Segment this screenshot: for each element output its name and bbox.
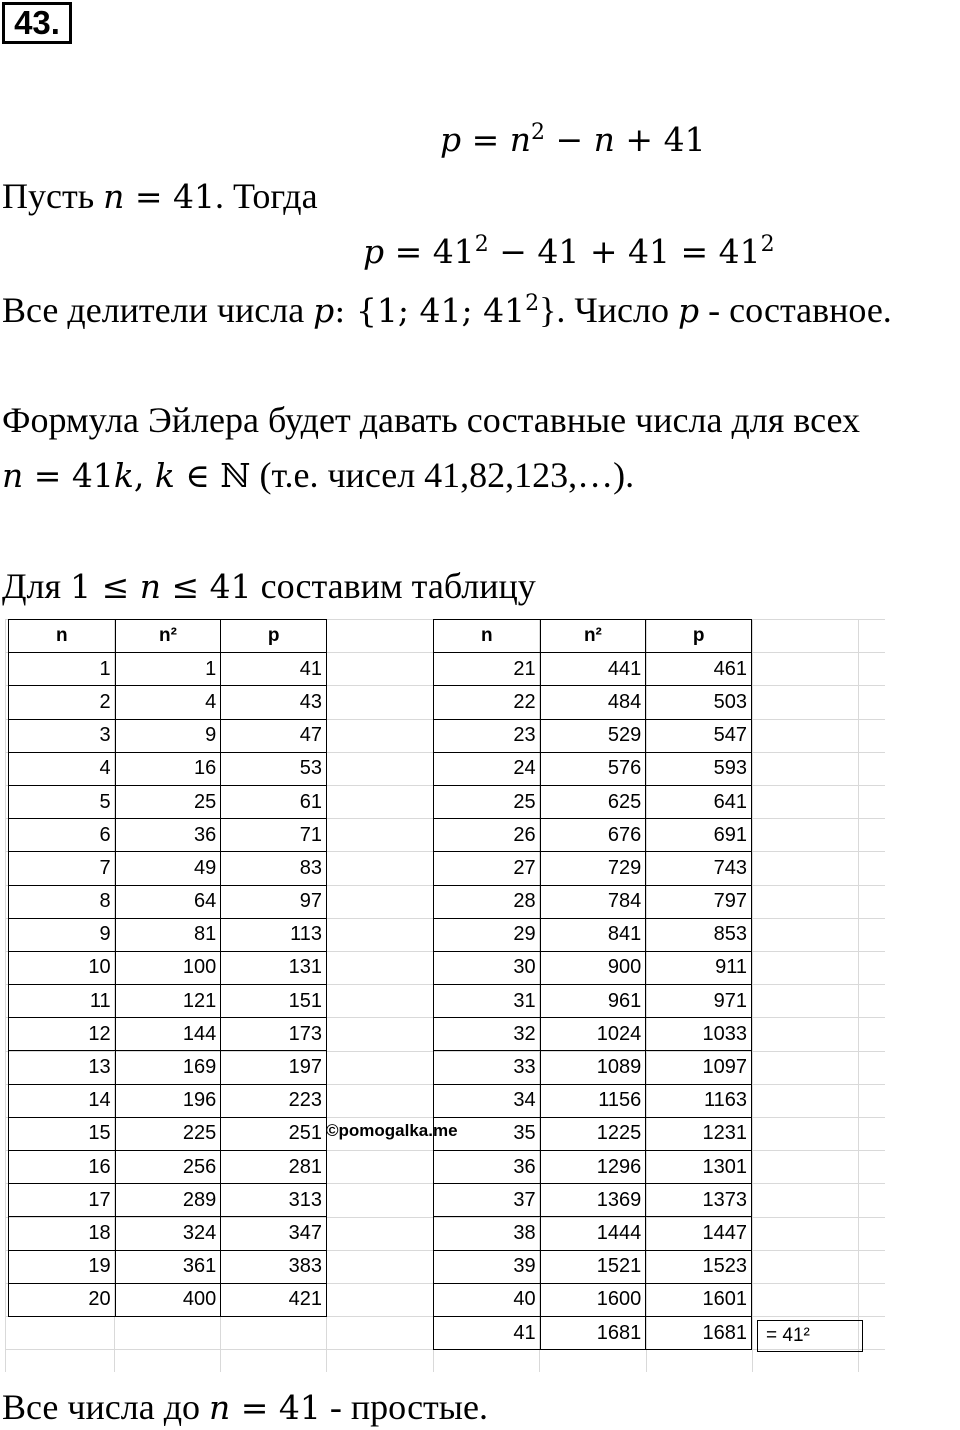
- table-row: [434, 1051, 752, 1084]
- cell-n: 4: [9, 752, 116, 785]
- line4-tail: (т.е. чисел 41,82,123,…).: [250, 455, 635, 495]
- table-row: [434, 918, 752, 951]
- cell-n: 24: [434, 752, 541, 785]
- cell-p: 1447: [646, 1217, 752, 1250]
- cell-n-squared: 1225: [540, 1117, 646, 1150]
- cell-n: 37: [434, 1184, 541, 1217]
- cell-n-squared: 49: [115, 852, 221, 885]
- cell-n-squared: 441: [540, 653, 646, 686]
- cell-n: 10: [9, 951, 116, 984]
- text-line-table-intro: [2, 564, 536, 609]
- cell-n: 41: [434, 1316, 541, 1349]
- cell-p: 593: [646, 752, 752, 785]
- cell-n-squared: 784: [540, 885, 646, 918]
- cell-p: 53: [221, 752, 327, 785]
- cell-p: 911: [646, 951, 752, 984]
- cell-n: 6: [9, 819, 116, 852]
- cell-p: 41: [221, 653, 327, 686]
- euler-formula: $p = n^2 - n + 41$: [440, 120, 706, 159]
- header-p: p: [646, 620, 752, 653]
- conclusion-tail: - простые.: [320, 1387, 488, 1427]
- cell-p: 853: [646, 918, 752, 951]
- formula-n2: n: [593, 120, 615, 159]
- cell-n: 23: [434, 719, 541, 752]
- cell-n: 17: [9, 1184, 116, 1217]
- table-row: [434, 653, 752, 686]
- table-row: [9, 918, 327, 951]
- cell-p: 461: [646, 653, 752, 686]
- table-left: [8, 619, 327, 1317]
- table-row: [9, 1184, 327, 1217]
- table-row: [434, 852, 752, 885]
- cell-n: 7: [9, 852, 116, 885]
- cell-n: 36: [434, 1151, 541, 1184]
- cell-n-squared: 289: [115, 1184, 221, 1217]
- header-n: n: [434, 620, 541, 653]
- formula-exp: 2: [531, 120, 546, 145]
- cell-p: 1373: [646, 1184, 752, 1217]
- cell-n-squared: 16: [115, 752, 221, 785]
- cell-n: 18: [9, 1217, 116, 1250]
- cell-p: 421: [221, 1283, 327, 1316]
- cell-p: 71: [221, 819, 327, 852]
- cell-p: 131: [221, 951, 327, 984]
- formula-tail: + 41: [614, 120, 706, 159]
- cell-n: 9: [9, 918, 116, 951]
- line5-ineq2: ≤ 41: [161, 567, 252, 606]
- cell-n: 40: [434, 1283, 541, 1316]
- table-row: [9, 985, 327, 1018]
- table-row: [434, 951, 752, 984]
- line1-text: Пусть: [2, 176, 104, 216]
- cell-n-squared: 484: [540, 686, 646, 719]
- cell-n-squared: 64: [115, 885, 221, 918]
- line1-eq: = 41: [124, 177, 216, 216]
- cell-p: 347: [221, 1217, 327, 1250]
- cell-n-squared: 1681: [540, 1316, 646, 1349]
- cell-n-squared: 361: [115, 1250, 221, 1283]
- line1-after: . Тогда: [215, 176, 318, 216]
- formula2-exp2: 2: [760, 232, 775, 257]
- cell-p: 1601: [646, 1283, 752, 1316]
- cell-n-squared: 81: [115, 918, 221, 951]
- formula2-exp: 2: [474, 232, 489, 257]
- cell-n: 16: [9, 1151, 116, 1184]
- cell-p: 61: [221, 785, 327, 818]
- table-row: [9, 1117, 327, 1150]
- formula2-p: p: [363, 232, 385, 271]
- cell-n-squared: 225: [115, 1117, 221, 1150]
- cell-n-squared: 1444: [540, 1217, 646, 1250]
- cell-n-squared: 400: [115, 1283, 221, 1316]
- formula-substitution: [363, 230, 775, 274]
- cell-n: 26: [434, 819, 541, 852]
- table-row: [9, 752, 327, 785]
- cell-p: 113: [221, 918, 327, 951]
- cell-n: 38: [434, 1217, 541, 1250]
- cell-n-squared: 144: [115, 1018, 221, 1051]
- cell-n: 13: [9, 1051, 116, 1084]
- cell-p: 743: [646, 852, 752, 885]
- table-header-row: [9, 620, 327, 653]
- cell-n: 19: [9, 1250, 116, 1283]
- conclusion-eq: = 41: [230, 1388, 321, 1427]
- cell-n-squared: 676: [540, 819, 646, 852]
- cell-n: 32: [434, 1018, 541, 1051]
- table-row: [434, 719, 752, 752]
- sheet-gridline: [5, 619, 6, 1372]
- cell-n-squared: 196: [115, 1084, 221, 1117]
- cell-p: 503: [646, 686, 752, 719]
- formula-minus: −: [545, 120, 594, 159]
- line5-tail: составим таблицу: [251, 566, 536, 606]
- line2-var2: p: [678, 291, 700, 330]
- formula-lhs: p: [440, 120, 462, 159]
- cell-p: 971: [646, 985, 752, 1018]
- cell-n: 30: [434, 951, 541, 984]
- line4-k2: k: [154, 456, 175, 495]
- header-n-squared: n²: [115, 620, 221, 653]
- cell-p: 197: [221, 1051, 327, 1084]
- cell-n-squared: 1521: [540, 1250, 646, 1283]
- line4-comma: ,: [133, 456, 155, 495]
- cell-n-squared: 36: [115, 819, 221, 852]
- conclusion-text: Все числа до: [2, 1387, 210, 1427]
- cell-n-squared: 100: [115, 951, 221, 984]
- cell-n-squared: 1089: [540, 1051, 646, 1084]
- header-n-squared: n²: [540, 620, 646, 653]
- table-row: [434, 985, 752, 1018]
- watermark: ©pomogalka.me: [326, 1121, 458, 1140]
- table-row: [434, 1217, 752, 1250]
- cell-n: 12: [9, 1018, 116, 1051]
- table-row: [9, 1018, 327, 1051]
- cell-p: 43: [221, 686, 327, 719]
- cell-n: 39: [434, 1250, 541, 1283]
- table-right: [433, 619, 752, 1350]
- table-header-row: [434, 620, 752, 653]
- text-line-multiples: [2, 453, 634, 498]
- cell-n-squared: 1296: [540, 1151, 646, 1184]
- cell-n-squared: 1369: [540, 1184, 646, 1217]
- line2-tail: - составное.: [699, 290, 892, 330]
- table-row: [434, 1316, 752, 1349]
- cell-n-squared: 961: [540, 985, 646, 1018]
- cell-p: 223: [221, 1084, 327, 1117]
- cell-p: 151: [221, 985, 327, 1018]
- cell-n-squared: 841: [540, 918, 646, 951]
- line5-text: Для: [2, 566, 71, 606]
- cell-n-squared: 121: [115, 985, 221, 1018]
- cell-p: 47: [221, 719, 327, 752]
- cell-n: 34: [434, 1084, 541, 1117]
- cell-p: 1681: [646, 1316, 752, 1349]
- cell-n: 27: [434, 852, 541, 885]
- cell-n-squared: 1024: [540, 1018, 646, 1051]
- cell-n: 29: [434, 918, 541, 951]
- line5-ineq: 1 ≤: [70, 567, 140, 606]
- cell-n-squared: 25: [115, 785, 221, 818]
- table-row: [434, 1250, 752, 1283]
- table-row: [9, 719, 327, 752]
- table-row: [434, 1018, 752, 1051]
- cell-p: 251: [221, 1117, 327, 1150]
- line3-text: Формула Эйлера будет давать составные числа для всех: [2, 400, 860, 440]
- sheet-gridline: [858, 619, 859, 1372]
- line2-text: Все делители числа: [2, 290, 314, 330]
- cell-n-squared: 900: [540, 951, 646, 984]
- cell-p: 1163: [646, 1084, 752, 1117]
- cell-n: 21: [434, 653, 541, 686]
- cell-p: 691: [646, 819, 752, 852]
- cell-n-squared: 1: [115, 653, 221, 686]
- cell-p: 1033: [646, 1018, 752, 1051]
- cell-n-squared: 1156: [540, 1084, 646, 1117]
- cell-p: 547: [646, 719, 752, 752]
- cell-n: 2: [9, 686, 116, 719]
- table-row: [9, 885, 327, 918]
- header-p: p: [221, 620, 327, 653]
- table-row: [9, 951, 327, 984]
- cell-p: 641: [646, 785, 752, 818]
- cell-p: 1301: [646, 1151, 752, 1184]
- table-row: [434, 885, 752, 918]
- sheet-gridline: [752, 619, 753, 1372]
- cell-n-squared: 529: [540, 719, 646, 752]
- cell-n: 15: [9, 1117, 116, 1150]
- line4-in: ∈ ℕ: [174, 456, 251, 495]
- cell-p: 313: [221, 1184, 327, 1217]
- line5-var: n: [139, 567, 161, 606]
- line4-var: n: [2, 456, 24, 495]
- cell-n-squared: 4: [115, 686, 221, 719]
- table-row: [434, 819, 752, 852]
- cell-n-squared: 729: [540, 852, 646, 885]
- cell-p: 383: [221, 1250, 327, 1283]
- cell-p: 1523: [646, 1250, 752, 1283]
- cell-n-squared: 169: [115, 1051, 221, 1084]
- cell-n: 22: [434, 686, 541, 719]
- line1-var: n: [103, 177, 125, 216]
- line4-k: k: [113, 456, 134, 495]
- formula-n: n: [509, 120, 532, 159]
- header-n: n: [9, 620, 116, 653]
- cell-n: 25: [434, 785, 541, 818]
- text-line-divisors: [2, 288, 892, 333]
- cell-n-squared: 1600: [540, 1283, 646, 1316]
- cell-p: 1231: [646, 1117, 752, 1150]
- spreadsheet: [5, 619, 885, 1372]
- cell-n: 11: [9, 985, 116, 1018]
- cell-n: 20: [9, 1283, 116, 1316]
- cell-n-squared: 256: [115, 1151, 221, 1184]
- line2-var: p: [313, 291, 335, 330]
- cell-n: 8: [9, 885, 116, 918]
- table-row: [9, 819, 327, 852]
- cell-n-squared: 625: [540, 785, 646, 818]
- line2-set: : {1; 41; 41: [334, 291, 526, 330]
- table-row: [9, 785, 327, 818]
- conclusion-var: n: [209, 1388, 231, 1427]
- line4-eq: = 41: [23, 456, 114, 495]
- table-row: [434, 1117, 752, 1150]
- table-row: [9, 1051, 327, 1084]
- cell-p: 83: [221, 852, 327, 885]
- table-row: [9, 1250, 327, 1283]
- cell-p: 281: [221, 1151, 327, 1184]
- cell-p: 797: [646, 885, 752, 918]
- table-row: [434, 785, 752, 818]
- cell-n: 28: [434, 885, 541, 918]
- cell-n: 14: [9, 1084, 116, 1117]
- cell-n-squared: 9: [115, 719, 221, 752]
- table-row: [434, 686, 752, 719]
- text-line-conclusion: [2, 1385, 488, 1430]
- table-row: [9, 1217, 327, 1250]
- table-row: [434, 1283, 752, 1316]
- line2-exp: 2: [525, 291, 540, 316]
- cell-p: 97: [221, 885, 327, 918]
- cell-n-squared: 576: [540, 752, 646, 785]
- table-row: [9, 686, 327, 719]
- line2-after: }. Число: [539, 290, 678, 330]
- cell-n: 33: [434, 1051, 541, 1084]
- problem-number: 43.: [2, 2, 72, 44]
- formula2-mid2: − 41 + 41 = 41: [488, 232, 761, 271]
- table-row: [434, 1084, 752, 1117]
- note-cell: = 41²: [757, 1320, 863, 1352]
- cell-p: 173: [221, 1018, 327, 1051]
- cell-n: 1: [9, 653, 116, 686]
- table-row: [9, 653, 327, 686]
- cell-n: 3: [9, 719, 116, 752]
- cell-n-squared: 324: [115, 1217, 221, 1250]
- formula2-mid: = 41: [384, 232, 475, 271]
- cell-n: 35: [434, 1117, 541, 1150]
- table-row: [9, 1283, 327, 1316]
- table-row: [9, 1151, 327, 1184]
- cell-n: 31: [434, 985, 541, 1018]
- table-row: [434, 1151, 752, 1184]
- cell-n: 5: [9, 785, 116, 818]
- table-row: [9, 1084, 327, 1117]
- text-line-euler: [2, 398, 860, 442]
- cell-p: 1097: [646, 1051, 752, 1084]
- table-row: [434, 1184, 752, 1217]
- table-row: [434, 752, 752, 785]
- text-line-let: [2, 174, 318, 219]
- table-row: [9, 852, 327, 885]
